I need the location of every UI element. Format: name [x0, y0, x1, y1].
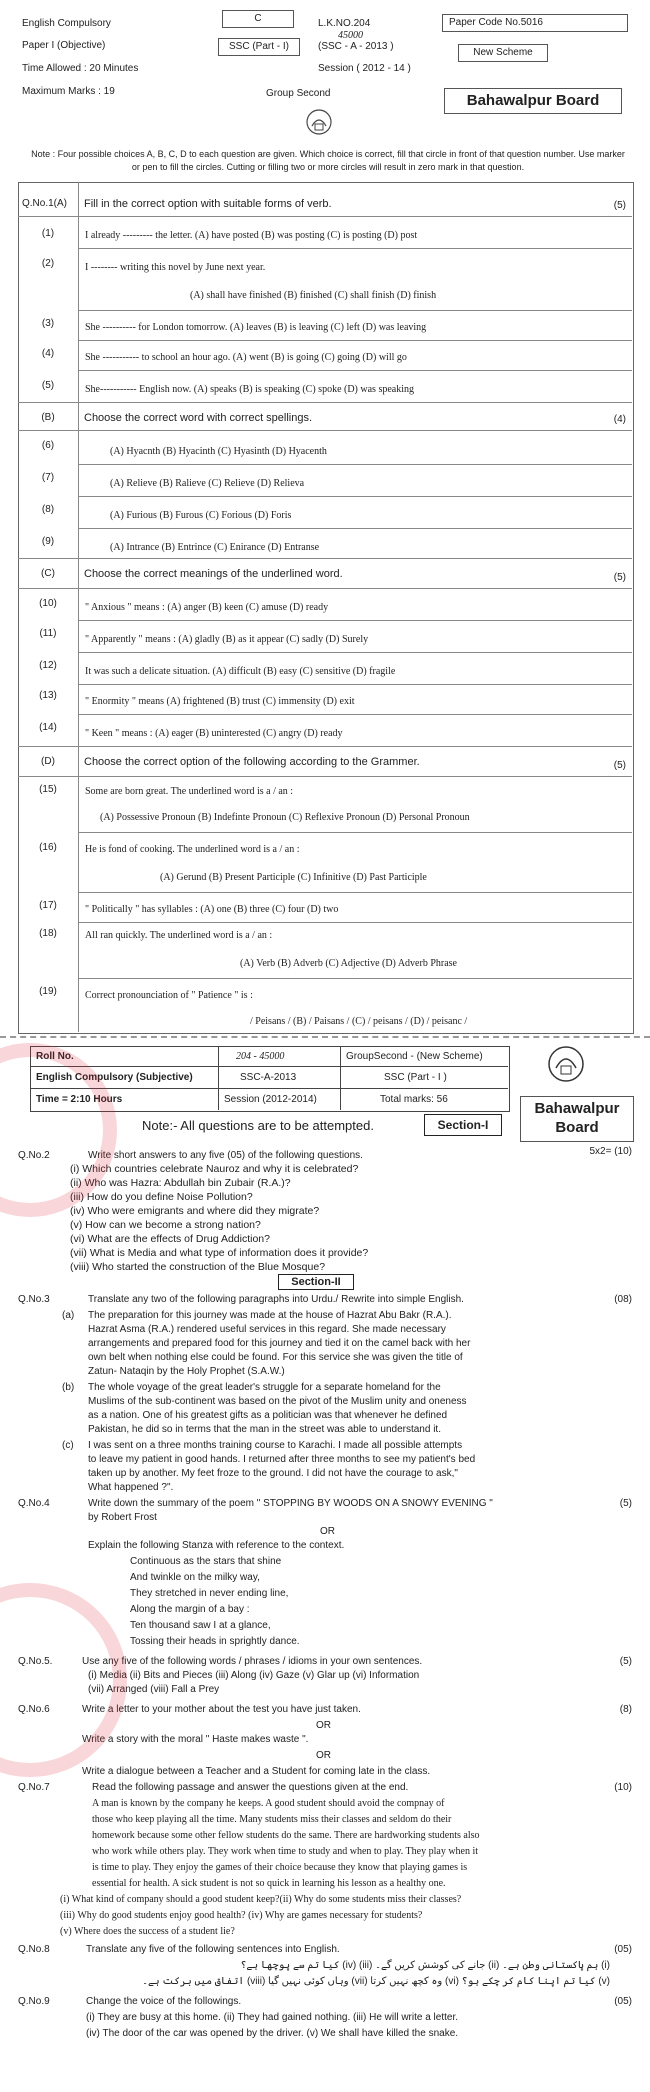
qb-label: (B) [41, 412, 55, 423]
q-number: (12) [39, 660, 57, 671]
q-number: (13) [39, 690, 57, 701]
paragraph-line: What happened ?". [88, 1482, 174, 1493]
question-text: I already --------- the letter. (A) have posted (B) was posting (C) is posting (D) post [85, 230, 418, 241]
ssc-part-box: SSC (Part - I) [218, 38, 300, 56]
table-divider [218, 1046, 219, 1110]
q-number: (7) [41, 472, 55, 483]
row-divider [78, 684, 632, 685]
q-number: (2) [41, 258, 55, 269]
q2-heading: Write short answers to any five (05) of the following questions. [88, 1150, 363, 1161]
question-text: I -------- writing this novel by June next year. [85, 262, 266, 273]
roll-no-label: Roll No. [36, 1051, 74, 1062]
qd-label: (D) [41, 756, 55, 767]
q2-item: (iii) How do you define Noise Pollution? [70, 1191, 253, 1203]
table-divider [340, 1046, 341, 1110]
lk-handwritten: 45000 [338, 30, 363, 41]
q6-label: Q.No.6 [18, 1704, 50, 1715]
subjective-note: Note:- All questions are to be attempted. [142, 1118, 374, 1133]
qc-marks: (5) [613, 572, 626, 583]
max-marks: Maximum Marks : 19 [22, 86, 115, 97]
q-number: (3) [41, 318, 55, 329]
q1-label: Q.No.1(A) [22, 198, 68, 209]
question-options: (A) Possessive Pronoun (B) Indefinte Pronoun (C) Reflexive Pronoun (D) Personal Pronoun [100, 812, 470, 823]
paragraph-line: to leave my patient in good hands. I returned after three months to see my patient's bed [88, 1454, 476, 1465]
objective-note: Note : Four possible choices A, B, C, D to each question are given. Which choice is correct, fill that circle in front of that question number. Use marker or pen to fill the circles. Cutting or filling two or more circles will result in zero mark in that question. [31, 149, 625, 172]
q8-marks: (05) [614, 1944, 632, 1955]
q1-title: Fill in the correct option with suitable forms of verb. [84, 198, 332, 210]
q-number: (6) [41, 440, 55, 451]
paragraph-line: Muslims of the sub-continent was based on the pivot of the Muslim unity and oneness [88, 1396, 467, 1407]
q3-marks: (08) [614, 1294, 632, 1305]
row-divider [18, 558, 632, 559]
section-1-label: Section-I [424, 1114, 502, 1136]
q4-marks: (5) [619, 1498, 632, 1509]
board-box: Bahawalpur Board [444, 88, 622, 114]
row-divider [78, 370, 632, 371]
q-number: (4) [41, 348, 55, 359]
q2-item: (i) Which countries celebrate Nauroz and why it is celebrated? [70, 1163, 359, 1175]
paragraph-line: The whole voyage of the great leader's struggle for a separate homeland for the [88, 1382, 441, 1393]
qb-marks: (4) [613, 414, 626, 425]
q2-label: Q.No.2 [18, 1150, 50, 1161]
paragraph-line: Pakistan, he did so in terms that the man in the street was able to understand it. [88, 1424, 441, 1435]
question-options: (A) Relieve (B) Ralieve (C) Relieve (D) Relieva [110, 478, 305, 489]
q-number: (18) [39, 928, 57, 939]
question-text: Correct pronounciation of " Patience " is : [85, 990, 253, 1001]
q8-label: Q.No.8 [18, 1944, 50, 1955]
q7-questions: (iii) Why do good students enjoy good health? (iv) Why are games necessary for students? [60, 1910, 423, 1921]
qb-title: Choose the correct word with correct spellings. [84, 412, 313, 424]
board-logo-icon [302, 108, 336, 138]
q1-marks: (5) [613, 200, 626, 211]
paragraph-line: arrangements and prepared food for this journey and tied it on the camel back with her [88, 1338, 471, 1349]
urdu-sentences: (v) کیا تم اپنا کام کر چکے ہو؟ (vi) وہ کچھ نہیں کرتا (vii) وہاں کوئی نہیں گیا (viii) اتفاق میں برکت ہے۔ [142, 1976, 610, 1987]
poem-line: Tossing their heads in sprightly dance. [130, 1636, 300, 1647]
or-label: OR [316, 1750, 331, 1761]
row-divider [78, 620, 632, 621]
passage-line: homework because some other fellow students do the same. There are hardworking students also [92, 1830, 480, 1841]
q4-heading: Write down the summary of the poem " STOPPING BY WOODS ON A SNOWY EVENING " [88, 1498, 493, 1509]
q3-part-a-label: (a) [62, 1310, 75, 1321]
q3-heading: Translate any two of the following paragraphs into Urdu./ Rewrite into simple English. [88, 1294, 464, 1305]
q7-label: Q.No.7 [18, 1782, 50, 1793]
q2-item: (viii) Who started the construction of the Blue Mosque? [70, 1261, 326, 1273]
q6-heading: Write a letter to your mother about the test you have just taken. [82, 1704, 361, 1715]
row-divider [78, 464, 632, 465]
q2-marks: 5x2= (10) [589, 1146, 632, 1157]
q3-part-c-label: (c) [62, 1440, 74, 1451]
ssc-a-sub: SSC-A-2013 [240, 1072, 297, 1083]
time-allowed: Time Allowed : 20 Minutes [22, 63, 139, 74]
question-text: All ran quickly. The underlined word is a / an : [85, 930, 273, 941]
q9-sentences: (iv) The door of the car was opened by the driver. (v) We shall have killed the snake. [86, 2028, 459, 2039]
paper-code-c: C [222, 10, 294, 28]
paragraph-line: Zatun- Nataqin by the Holy Prophet (S.A.W.) [88, 1366, 285, 1377]
q6-story: Write a story with the moral " Haste makes waste ". [82, 1734, 309, 1745]
question-options: (A) shall have finished (B) finished (C) shall finish (D) finish [190, 290, 437, 301]
question-text: She ----------- to school an hour ago. (A) went (B) is going (C) going (D) will go [85, 352, 407, 363]
subjective-subject: English Compulsory (Subjective) [36, 1072, 193, 1083]
subject-label: English Compulsory [22, 18, 111, 29]
q7-questions: (i) What kind of company should a good student keep?(ii) Why do some students miss their classes? [60, 1894, 462, 1905]
row-divider [78, 714, 632, 715]
qd-title: Choose the correct option of the following according to the Grammer. [84, 756, 420, 768]
paper-code-box: Paper Code No.5016 [442, 14, 628, 32]
q8-heading: Translate any five of the following sentences into English. [86, 1944, 340, 1955]
passage-line: essential for health. A sick student is not so quick in learning his lesson as a healthy one. [92, 1878, 446, 1889]
session-sub: Session (2012-2014) [224, 1094, 317, 1105]
qd-marks: (5) [613, 760, 626, 771]
row-divider [18, 746, 632, 747]
q-number: (16) [39, 842, 57, 853]
lk-number: L.K.NO.204 [318, 18, 371, 29]
section-2-label: Section-II [278, 1274, 354, 1290]
question-text: " Apparently " means : (A) gladly (B) as it appear (C) sadly (D) Surely [85, 634, 369, 645]
paragraph-line: Hazrat Asma (R.A.) rendered useful services in this regard. She made necessary [88, 1324, 446, 1335]
urdu-sentences: (i) ہم پاکستانی وطن ہے۔ (ii) جانے کی کوشش کریں گے۔ (iii) (iv) کیا تم سے پوچھا ہے؟ [240, 1960, 610, 1971]
question-options: (A) Furious (B) Furous (C) Forious (D) Foris [110, 510, 292, 521]
row-divider [18, 776, 632, 777]
row-divider [18, 216, 632, 217]
paragraph-line: taken up by another. My feet froze to the ground. I did not have the courage to ask," [88, 1468, 458, 1479]
poem-line: And twinkle on the milky way, [130, 1572, 260, 1583]
q-number: (10) [39, 598, 57, 609]
row-divider [78, 652, 632, 653]
qc-title: Choose the correct meanings of the underlined word. [84, 568, 343, 580]
q7-marks: (10) [614, 1782, 632, 1793]
q9-marks: (05) [614, 1996, 632, 2007]
passage-line: is time to play. They enjoy the games of their choice because they know that playing games is [92, 1862, 468, 1873]
question-options: (A) Verb (B) Adverb (C) Adjective (D) Adverb Phrase [240, 958, 457, 969]
poem-line: Along the margin of a bay : [130, 1604, 250, 1615]
q-number: (5) [41, 380, 55, 391]
question-text: Some are born great. The underlined word is a / an : [85, 786, 294, 797]
q6-marks: (8) [619, 1704, 632, 1715]
q-number: (19) [39, 986, 57, 997]
group-sub: GroupSecond - (New Scheme) [346, 1051, 483, 1062]
q9-label: Q.No.9 [18, 1996, 50, 2007]
row-divider [18, 402, 632, 403]
q3-part-b-label: (b) [62, 1382, 75, 1393]
ssc-part-sub: SSC (Part - I ) [384, 1072, 447, 1083]
paragraph-line: The preparation for this journey was made at the house of Hazrat Abu Bakr (R.A.). [88, 1310, 452, 1321]
q4-author: by Robert Frost [88, 1512, 157, 1523]
question-text: " Enormity " means (A) frightened (B) trust (C) immensity (D) exit [85, 696, 355, 707]
q-number: (15) [39, 784, 57, 795]
row-divider [78, 248, 632, 249]
row-divider [78, 496, 632, 497]
question-text: It was such a delicate situation. (A) difficult (B) easy (C) sensitive (D) fragile [85, 666, 396, 677]
or-label: OR [316, 1720, 331, 1731]
session-label: Session ( 2012 - 14 ) [318, 63, 411, 74]
q4-label: Q.No.4 [18, 1498, 50, 1509]
question-options: / Peisans / (B) / Paisans / (C) / peisans / (D) / peisanc / [250, 1016, 468, 1027]
q3-label: Q.No.3 [18, 1294, 50, 1305]
q-number: (17) [39, 900, 57, 911]
row-divider [78, 528, 632, 529]
scheme-box: New Scheme [458, 44, 548, 62]
row-divider [78, 922, 632, 923]
ssc-a-2013: (SSC - A - 2013 ) [318, 41, 394, 52]
board-logo-icon [546, 1044, 586, 1084]
q-number: (11) [39, 628, 57, 639]
q2-item: (vi) What are the effects of Drug Addiction? [70, 1233, 270, 1245]
paper-label: Paper I (Objective) [22, 40, 106, 51]
q7-heading: Read the following passage and answer the questions given at the end. [92, 1782, 409, 1793]
row-divider [18, 588, 632, 589]
total-marks: Total marks: 56 [380, 1094, 448, 1105]
passage-line: who work while others play. They work when time to study and when to play. They play when it [92, 1846, 479, 1857]
question-text: " Anxious " means : (A) anger (B) keen (C) amuse (D) ready [85, 602, 329, 613]
poem-line: They stretched in never ending line, [130, 1588, 289, 1599]
or-label: OR [320, 1526, 335, 1537]
q6-dialogue: Write a dialogue between a Teacher and a Student for coming late in the class. [82, 1766, 431, 1777]
q2-item: (v) How can we become a strong nation? [70, 1219, 261, 1231]
question-options: (A) Intrance (B) Entrince (C) Enirance (D) Entranse [110, 542, 320, 553]
time-sub: Time = 2:10 Hours [36, 1094, 123, 1105]
question-text: She----------- English now. (A) speaks (B) is speaking (C) spoke (D) was speaking [85, 384, 414, 395]
q4-explain: Explain the following Stanza with reference to the context. [88, 1540, 345, 1551]
paragraph-line: I was sent on a three months training course to Karachi. I made all possible attempts [88, 1440, 463, 1451]
board-box-sub: Bahawalpur Board [520, 1096, 634, 1142]
q-number: (8) [41, 504, 55, 515]
question-options: (A) Hyacnth (B) Hyacinth (C) Hyasinth (D) Hyacenth [110, 446, 327, 457]
poem-line: Continuous as the stars that shine [130, 1556, 282, 1567]
q5-words: (vii) Arranged (viii) Fall a Prey [88, 1684, 220, 1695]
lk-number-sub: 204 - 45000 [236, 1051, 285, 1062]
passage-line: those who keep playing all the time. Many students miss their classes and seldom do their [92, 1814, 452, 1825]
q-number: (9) [41, 536, 55, 547]
q5-marks: (5) [619, 1656, 632, 1667]
q5-heading: Use any five of the following words / phrases / idioms in your own sentences. [82, 1656, 423, 1667]
q5-words: (i) Media (ii) Bits and Pieces (iii) Along (iv) Gaze (v) Glar up (vi) Information [88, 1670, 420, 1681]
q5-label: Q.No.5. [18, 1656, 53, 1667]
question-text: " Politically " has syllables : (A) one (B) three (C) four (D) two [85, 904, 339, 915]
qc-label: (C) [41, 568, 55, 579]
row-divider [78, 892, 632, 893]
row-divider [78, 340, 632, 341]
q-number: (1) [41, 228, 55, 239]
row-divider [78, 832, 632, 833]
q9-heading: Change the voice of the followings. [86, 1996, 242, 2007]
watermark-stamp [0, 1040, 200, 1940]
passage-line: A man is known by the company he keeps. A good student should avoid the compnay of [92, 1798, 445, 1809]
q7-questions: (v) Where does the success of a student lie? [60, 1926, 235, 1937]
q-number: (14) [39, 722, 57, 733]
paragraph-line: own belt when nothing else could be found. For this service she was given the title of [88, 1352, 463, 1363]
question-text: She ---------- for London tomorrow. (A) leaves (B) is leaving (C) left (D) was leaving [85, 322, 427, 333]
q2-item: (vii) What is Media and what type of information does it provide? [70, 1247, 369, 1259]
row-divider [78, 310, 632, 311]
question-text: He is fond of cooking. The underlined word is a / an : [85, 844, 300, 855]
page-separator [0, 1036, 650, 1038]
question-text: " Keen " means : (A) eager (B) uninterested (C) angry (D) ready [85, 728, 343, 739]
q2-item: (iv) Who were emigrants and where did they migrate? [70, 1205, 320, 1217]
q2-item: (ii) Who was Hazra: Abdullah bin Zubair (R.A.)? [70, 1177, 291, 1189]
group-label: Group Second [266, 88, 331, 99]
poem-line: Ten thousand saw I at a glance, [130, 1620, 271, 1631]
row-divider [78, 978, 632, 979]
row-divider [18, 430, 632, 431]
q9-sentences: (i) They are busy at this home. (ii) They had gained nothing. (iii) He will write a letter. [86, 2012, 459, 2023]
paragraph-line: as a nation. One of his greatest gifts as a politician was that whenever he defined [88, 1410, 448, 1421]
question-options: (A) Gerund (B) Present Participle (C) Infinitive (D) Past Participle [160, 872, 427, 883]
